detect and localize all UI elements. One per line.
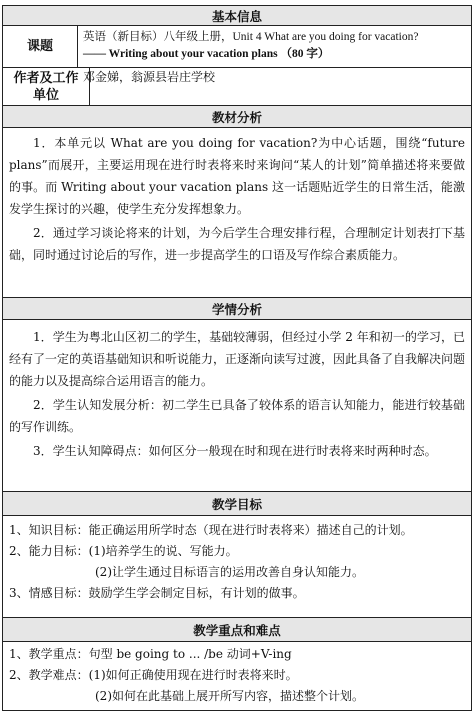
topic-row [3,26,471,68]
goal-knowledge: 1、知识目标：能正确运用所学时态（现在进行时表将来）描述自己的计划。 [9,523,413,537]
teaching-goals-body [3,516,471,618]
section-title: 教材分析 [211,109,262,125]
difficulty-2: (2)如何在此基础上展开所写内容，描述整个计划。 [95,689,364,703]
student-paragraph-2: 2．学生认知发展分析：初二学生已具备了较体系的语言认知能力，能进行较基础的写作训练。 [9,398,465,434]
goal-ability: 2、能力目标：(1)培养学生的说、写能力。 [9,544,238,558]
section-title: 教学目标 [211,496,262,512]
section-title: 基本信息 [211,8,262,24]
author-row [3,68,471,106]
section-header-key-points [3,618,471,642]
goal-ability-2: (2)让学生通过目标语言的运用改善自身认知能力。 [95,565,364,579]
key-point: 1、教学重点：句型 be going to ... /be 动词+V-ing [9,647,292,661]
topic-label: 课题 [3,26,78,67]
topic-line-2: —— Writing about your vacation plans （80 字） [83,48,330,60]
section-title: 学情分析 [211,301,262,317]
key-points-body [3,642,471,712]
author-label: 作者及工作单位 [3,68,90,105]
textbook-analysis-body [3,128,471,298]
section-header-student-analysis [3,298,471,320]
author-value: 邓金娣，翁源县岩庄学校 [83,70,216,84]
topic-line-1: 英语（新目标）八年级上册，Unit 4 What are you doing for vacation? [83,31,419,43]
section-header-basic-info [3,6,471,26]
section-header-textbook-analysis [3,106,471,128]
student-analysis-body [3,320,471,492]
textbook-paragraph-1: 1．本单元以 What are you doing for vacation?为中心话题，围绕“future plans”而展开，主要运用现在进行时表将来时来询问“某人的计划”简单描述将来要做的事。而 Writing about your vacation plans 这一话题贴近学生的日常生活，能激发学生探讨的兴趣，使学生充分发挥想象力。 [9,136,465,216]
lesson-plan-table [2,5,472,711]
section-header-teaching-goals [3,492,471,516]
student-paragraph-1: 1．学生为粤北山区初二的学生，基础较薄弱，但经过小学 2 年和初一的学习，已经有了一定的英语基础知识和听说能力，正逐渐向读写过渡，因此具备了自我解决问题的能力以及提高综合运用语言的能力。 [9,330,466,388]
difficulty-1: 2、教学难点：(1)如何正确使用现在进行时表将来时。 [9,668,298,682]
textbook-paragraph-2: 2．通过学习谈论将来的计划，为今后学生合理安排行程，合理制定计划表打下基础，同时通过讨论后的写作，进一步提高学生的口语及写作综合素质能力。 [9,226,465,262]
goal-emotion: 3、情感目标：鼓励学生学会制定目标，有计划的做事。 [9,586,305,600]
section-title: 教学重点和难点 [193,622,281,638]
student-paragraph-3: 3．学生认知障碍点：如何区分一般现在时和现在进行时表将来时两种时态。 [33,444,437,458]
